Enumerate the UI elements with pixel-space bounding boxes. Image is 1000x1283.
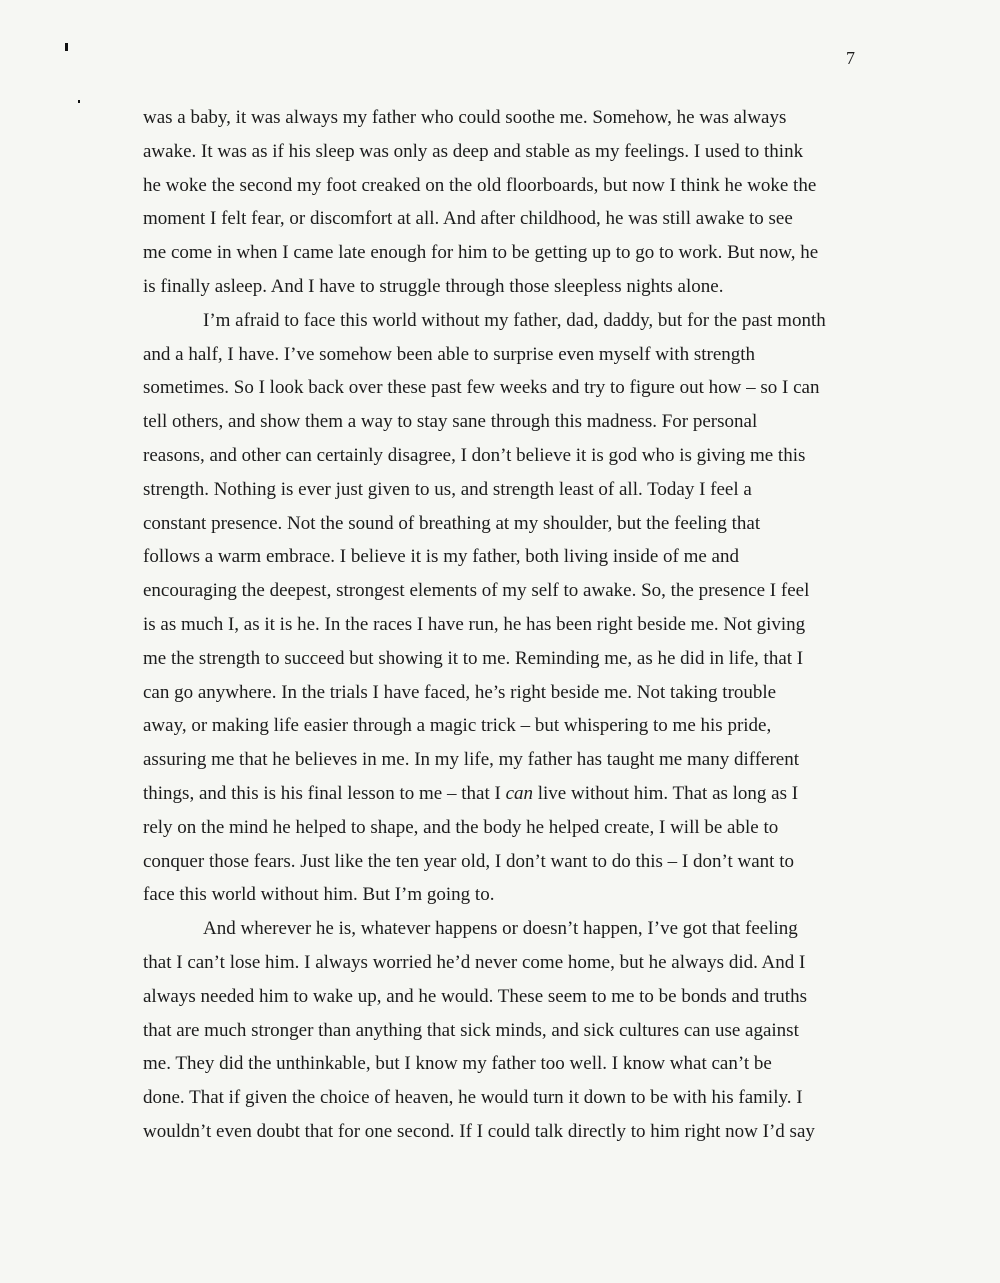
text-line: was a baby, it was always my father who could soothe me. Somehow, he was always — [143, 107, 787, 128]
text-line: conquer those fears. Just like the ten year old, I don’t want to do this – I don’t want to — [143, 850, 794, 872]
text-line: is as much I, as it is he. In the races I have run, he has been right beside me. Not giving — [143, 613, 806, 635]
page-number: 7 — [846, 48, 855, 68]
text-line: wouldn’t even doubt that for one second. If I could talk directly to him right now I’d say — [143, 1120, 815, 1142]
text-line: and a half, I have. I’ve somehow been able to surprise even myself with strength — [143, 343, 756, 365]
text-line: sometimes. So I look back over these past few weeks and try to figure out how – so I can — [143, 377, 820, 399]
text-line: rely on the mind he helped to shape, and the body he helped create, I will be able to — [143, 816, 779, 838]
text-line: follows a warm embrace. I believe it is my father, both living inside of me and — [143, 546, 739, 568]
text-line: constant presence. Not the sound of breathing at my shoulder, but the feeling that — [143, 512, 761, 534]
text-line: that I can’t lose him. I always worried he’d never come home, but he always did. And I — [143, 951, 806, 973]
text-line: And wherever he is, whatever happens or doesn’t happen, I’ve got that feeling — [203, 918, 798, 940]
text-line: away, or making life easier through a magic trick – but whispering to me his pride, — [143, 715, 772, 737]
text-line: he woke the second my foot creaked on the old floorboards, but now I think he woke the — [143, 174, 817, 196]
text-line: me come in when I came late enough for him to be getting up to go to work. But now, he — [143, 242, 819, 264]
text-line: I’m afraid to face this world without my father, dad, daddy, but for the past month — [203, 309, 826, 331]
text-line: moment I felt fear, or discomfort at all. And after childhood, he was still awake to see — [143, 208, 793, 230]
text-line: done. That if given the choice of heaven, he would turn it down to be with his family. I — [143, 1087, 803, 1109]
text-line: that are much stronger than anything that sick minds, and sick cultures can use against — [143, 1019, 799, 1041]
text-line: is finally asleep. And I have to struggle through those sleepless nights alone. — [143, 275, 724, 297]
text-segment: things, and this is his final lesson to me – that I — [143, 782, 506, 804]
text-line: can go anywhere. In the trials I have faced, he’s right beside me. Not taking trouble — [143, 681, 777, 703]
italic-word: can — [505, 782, 533, 804]
text-segment: live without him. That as long as I — [533, 782, 799, 804]
scan-mark — [65, 43, 68, 51]
scan-mark — [78, 100, 80, 103]
text-line: me the strength to succeed but showing it to me. Reminding me, as he did in life, that I — [143, 647, 804, 669]
text-line: tell others, and show them a way to stay sane through this madness. For personal — [143, 411, 758, 433]
text-line — [143, 777, 858, 811]
text-line: me. They did the unthinkable, but I know my father too well. I know what can’t be — [143, 1053, 772, 1075]
text-line: face this world without him. But I’m going to. — [143, 884, 495, 906]
text-line: encouraging the deepest, strongest elements of my self to awake. So, the presence I feel — [143, 580, 810, 602]
text-line: assuring me that he believes in me. In my life, my father has taught me many different — [143, 749, 800, 771]
text-line: awake. It was as if his sleep was only as deep and stable as my feelings. I used to think — [143, 140, 804, 162]
body-text — [143, 101, 858, 1149]
text-line: strength. Nothing is ever just given to us, and strength least of all. Today I feel a — [143, 478, 752, 500]
text-line: reasons, and other can certainly disagree, I don’t believe it is god who is giving me this — [143, 444, 806, 466]
text-line: always needed him to wake up, and he would. These seem to me to be bonds and truths — [143, 985, 807, 1007]
